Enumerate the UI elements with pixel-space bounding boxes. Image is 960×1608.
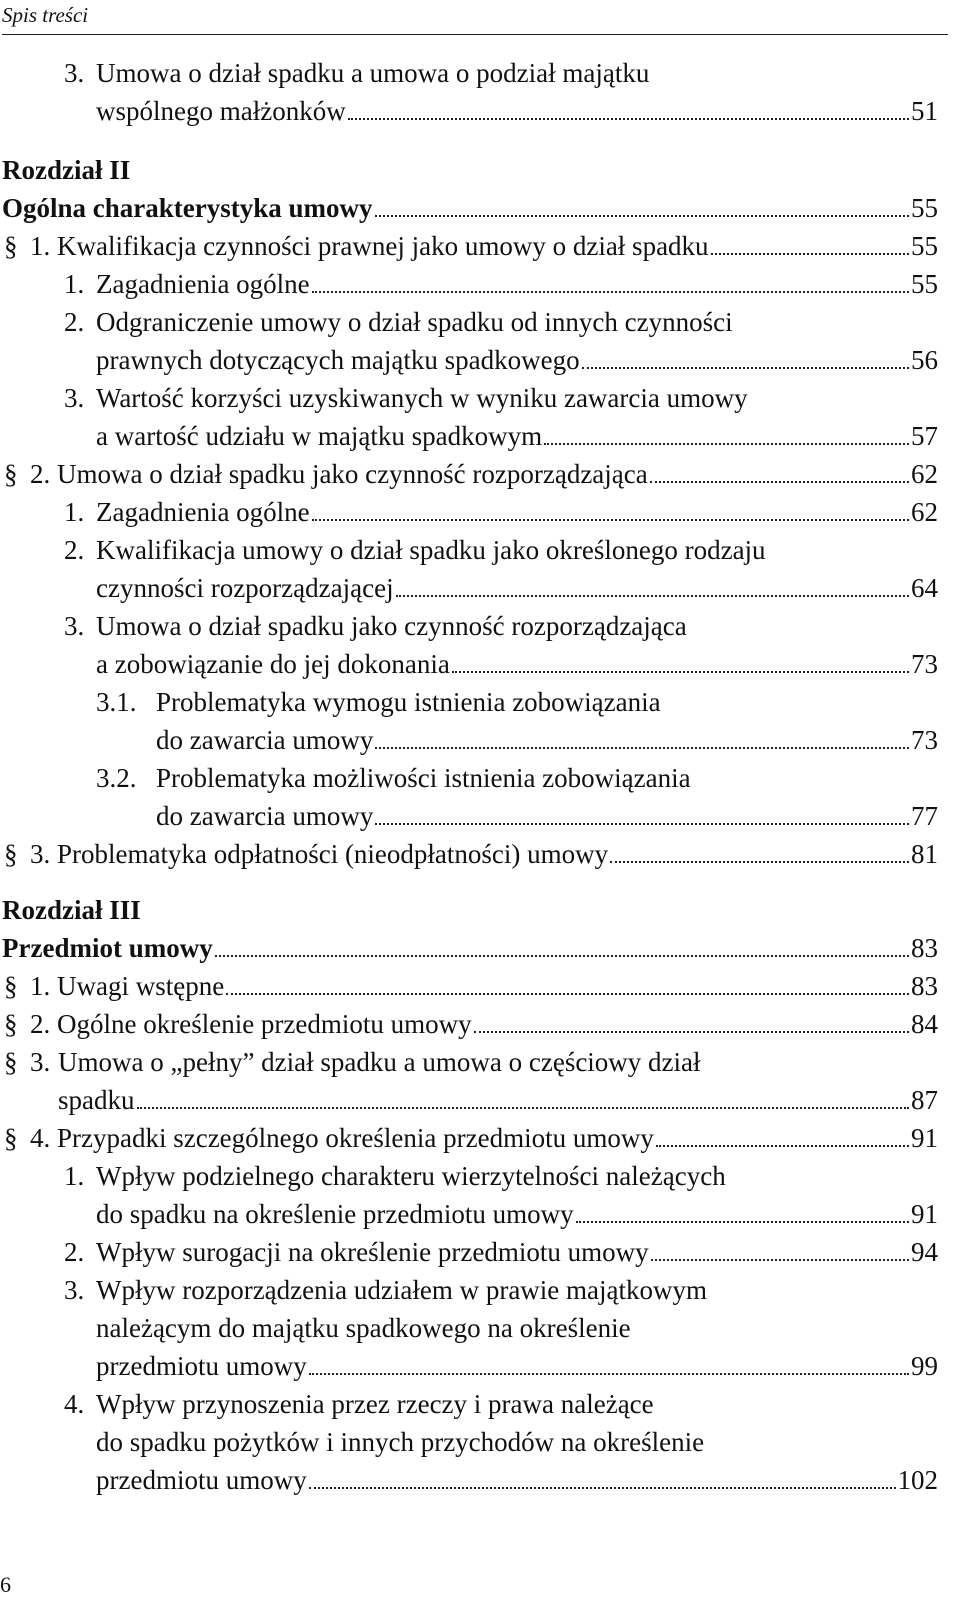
- entry-leader-line: [58, 1085, 938, 1116]
- chapter-subtitle: Przedmiot umowy: [2, 933, 213, 963]
- entry-leader-line: [96, 1351, 938, 1382]
- entry-title: Kwalifikacja umowy o dział spadku jako określonego rodzaju: [96, 535, 766, 565]
- entry-leader-line: [2, 193, 938, 224]
- entry-title: Wpływ przynoszenia przez rzeczy i prawa należące: [96, 1389, 654, 1419]
- entry-number: 2.: [64, 535, 85, 565]
- entry-leader-line: [96, 1237, 938, 1268]
- entry-number: 3.: [64, 383, 85, 413]
- entry-number: 4.: [64, 1389, 85, 1419]
- entry-page: 55: [911, 269, 938, 299]
- entry-title: Umowa o „pełny” dział spadku a umowa o częściowy dział: [58, 1047, 701, 1077]
- entry-title: Umowa o dział spadku jako czynność rozporządzająca: [96, 611, 687, 641]
- entry-leader-line: [96, 497, 938, 528]
- entry-page: 62: [911, 459, 938, 489]
- dot-leader: [226, 993, 909, 995]
- entry-title-cont: do zawarcia umowy: [156, 801, 374, 831]
- entry-page: 84: [911, 1009, 938, 1039]
- entry-title: Przypadki szczególnego określenia przedmiotu umowy: [57, 1123, 654, 1153]
- dot-leader: [309, 1487, 896, 1489]
- entry-leader-line: [2, 933, 938, 964]
- entry-title: Ogólne określenie przedmiotu umowy: [57, 1009, 472, 1039]
- entry-title-cont: a zobowiązanie do jej dokonania: [96, 649, 450, 679]
- dot-leader: [312, 519, 909, 521]
- entry-title-cont: czynności rozporządzającej: [96, 573, 394, 603]
- dot-leader: [137, 1107, 910, 1109]
- entry-page: 55: [911, 193, 938, 223]
- dot-leader: [656, 1145, 909, 1147]
- entry-leader-line: [96, 649, 938, 680]
- dot-leader: [375, 215, 910, 217]
- entry-page: 64: [911, 573, 938, 603]
- entry-title-cont: wspólnego małżonków: [96, 96, 346, 126]
- entry-title-cont: przedmiotu umowy: [96, 1465, 307, 1495]
- entry-number: 2.: [30, 459, 51, 489]
- section-sign: §: [4, 1123, 18, 1153]
- entry-page: 99: [911, 1351, 938, 1381]
- entry-leader-line: [30, 231, 938, 262]
- dot-leader: [452, 671, 909, 673]
- entry-number: 1.: [64, 269, 85, 299]
- dot-leader: [396, 595, 909, 597]
- entry-title: Kwalifikacja czynności prawnej jako umowy o dział spadku: [57, 231, 709, 261]
- entry-page: 102: [897, 1465, 938, 1495]
- entry-title: Odgraniczenie umowy o dział spadku od innych czynności: [96, 307, 733, 337]
- entry-number: 3.2.: [96, 763, 137, 793]
- entry-title: Umowa o dział spadku jako czynność rozporządzająca: [57, 459, 648, 489]
- entry-title-cont: do zawarcia umowy: [156, 725, 374, 755]
- section-sign: §: [4, 971, 18, 1001]
- dot-leader: [610, 861, 909, 863]
- entry-title-cont: a wartość udziału w majątku spadkowym: [96, 421, 543, 451]
- entry-page: 55: [911, 231, 938, 261]
- chapter-title: Rozdział III: [2, 895, 141, 925]
- entry-title: Problematyka odpłatności (nieodpłatności) umowy: [57, 839, 609, 869]
- entry-page: 83: [911, 971, 938, 1001]
- entry-page: 57: [911, 421, 938, 451]
- entry-leader-line: [156, 801, 938, 832]
- entry-leader-line: [30, 971, 938, 1002]
- dot-leader: [348, 118, 909, 120]
- dot-leader: [309, 1373, 909, 1375]
- entry-leader-line: [96, 96, 938, 127]
- entry-page: 94: [911, 1237, 938, 1267]
- entry-number: 2.: [64, 1237, 85, 1267]
- section-sign: §: [4, 1047, 18, 1077]
- entry-page: 73: [911, 725, 938, 755]
- entry-number: 1.: [64, 1161, 85, 1191]
- dot-leader: [650, 481, 909, 483]
- entry-page: 62: [911, 497, 938, 527]
- entry-number: 2.: [64, 307, 85, 337]
- entry-title-cont: do spadku na określenie przedmiotu umowy: [96, 1199, 574, 1229]
- entry-title: Wpływ surogacji na określenie przedmiotu umowy: [96, 1237, 649, 1267]
- entry-page: 81: [911, 839, 938, 869]
- section-sign: §: [4, 1009, 18, 1039]
- entry-title: Problematyka możliwości istnienia zobowiązania: [156, 763, 691, 793]
- dot-leader: [474, 1031, 909, 1033]
- entry-title-cont: prawnych dotyczących majątku spadkowego: [96, 345, 580, 375]
- entry-leader-line: [30, 1009, 938, 1040]
- entry-title: Umowa o dział spadku a umowa o podział majątku: [96, 58, 650, 88]
- entry-leader-line: [30, 839, 938, 870]
- section-sign: §: [4, 459, 18, 489]
- entry-title-cont: należącym do majątku spadkowego na określenie: [96, 1313, 631, 1343]
- entry-number: 3.: [30, 839, 51, 869]
- entry-number: 3.: [64, 1275, 85, 1305]
- entry-page: 73: [911, 649, 938, 679]
- entry-title-cont: przedmiotu umowy: [96, 1351, 307, 1381]
- entry-page: 87: [911, 1085, 938, 1115]
- running-head-title: Spis treści: [2, 3, 89, 27]
- entry-page: 91: [911, 1199, 938, 1229]
- chapter-subtitle: Ogólna charakterystyka umowy: [2, 193, 373, 223]
- entry-number: 1.: [30, 971, 51, 1001]
- entry-title-cont: do spadku pożytków i innych przychodów na określenie: [96, 1427, 705, 1457]
- entry-number: 3.: [30, 1047, 51, 1077]
- entry-leader-line: [156, 725, 938, 756]
- entry-page: 83: [911, 933, 938, 963]
- entry-title: Zagadnienia ogólne: [96, 269, 310, 299]
- entry-page: 56: [911, 345, 938, 375]
- entry-leader-line: [96, 1199, 938, 1230]
- entry-number: 1.: [30, 231, 51, 261]
- entry-number: 3.: [64, 58, 85, 88]
- dot-leader: [651, 1259, 909, 1261]
- entry-page: 77: [911, 801, 938, 831]
- entry-leader-line: [96, 421, 938, 452]
- entry-number: 4.: [30, 1123, 51, 1153]
- entry-leader-line: [96, 573, 938, 604]
- section-sign: §: [4, 839, 18, 869]
- entry-title: Zagadnienia ogólne: [96, 497, 310, 527]
- entry-title: Wpływ podzielnego charakteru wierzytelności należących: [96, 1161, 726, 1191]
- entry-leader-line: [96, 269, 938, 300]
- entry-page: 51: [911, 96, 938, 126]
- entry-leader-line: [30, 459, 938, 490]
- entry-title: Wartość korzyści uzyskiwanych w wyniku zawarcia umowy: [96, 383, 748, 413]
- dot-leader: [375, 823, 909, 825]
- entry-title-cont: spadku: [58, 1085, 135, 1115]
- dot-leader: [312, 291, 909, 293]
- dot-leader: [375, 747, 909, 749]
- entry-number: 3.1.: [96, 687, 137, 717]
- entry-page: 91: [911, 1123, 938, 1153]
- dot-leader: [544, 443, 909, 445]
- entry-number: 1.: [64, 497, 85, 527]
- dot-leader: [582, 367, 909, 369]
- entry-number: 2.: [30, 1009, 51, 1039]
- dot-leader: [711, 253, 909, 255]
- dot-leader: [215, 955, 909, 957]
- entry-title: Problematyka wymogu istnienia zobowiązania: [156, 687, 661, 717]
- entry-title: Wpływ rozporządzenia udziałem w prawie majątkowym: [96, 1275, 708, 1305]
- chapter-title: Rozdział II: [2, 155, 131, 185]
- entry-leader-line: [96, 1465, 938, 1496]
- entry-number: 3.: [64, 611, 85, 641]
- entry-leader-line: [30, 1123, 938, 1154]
- running-head: [2, 0, 948, 35]
- section-sign: §: [4, 231, 18, 261]
- page-number: 6: [0, 1572, 11, 1597]
- dot-leader: [576, 1221, 909, 1223]
- entry-title: Uwagi wstępne: [57, 971, 225, 1001]
- entry-leader-line: [96, 345, 938, 376]
